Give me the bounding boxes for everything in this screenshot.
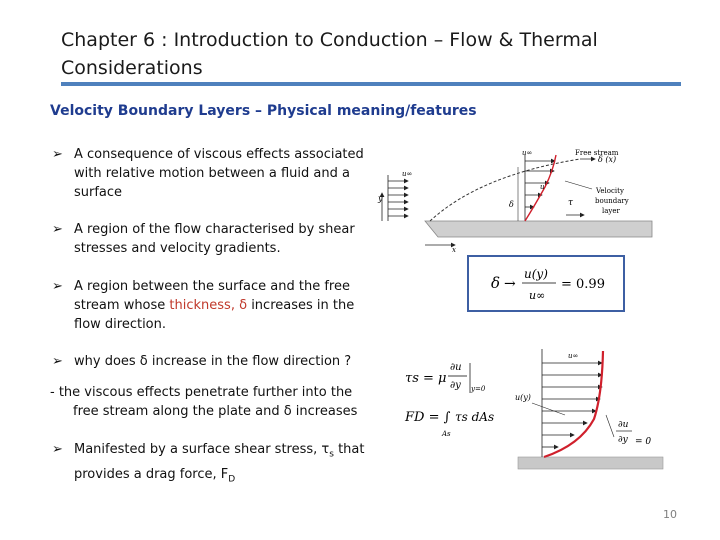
u-label: u (540, 183, 545, 191)
shear-drag-equations (400, 355, 500, 445)
tau-symbol: τ (321, 442, 330, 457)
bullet-why-question (52, 352, 367, 371)
vbl-label-2: boundary (595, 197, 629, 205)
arrow-bullet-icon: ➢ (52, 147, 63, 162)
bullet-4-text: why does δ increase in the flow direction ? (74, 354, 352, 369)
eq-arrow: → (504, 276, 516, 292)
bottom-du: ∂u (618, 420, 629, 430)
page-number: 10 (663, 508, 677, 521)
eq-at-wall: y=0 (471, 385, 486, 393)
u-inf-bottom-label: u∞ (568, 352, 579, 360)
tau-subscript: s (329, 449, 334, 460)
eq-numerator: u(y) (524, 267, 548, 281)
arrow-bullet-icon: ➢ (52, 354, 63, 369)
bullet-1-line-1: A consequence of viscous effects associated (74, 147, 364, 162)
u-inf-left-label: u∞ (402, 170, 413, 178)
bullet-thickness (52, 277, 367, 334)
inflow-arrows (388, 181, 408, 216)
delta-label: δ (509, 200, 514, 209)
eq-delta: δ (491, 274, 501, 292)
title-line-2: Considerations (61, 57, 203, 79)
title-line-1: Chapter 6 : Introduction to Conduction – Flow & Thermal (61, 29, 598, 51)
delta-definition-box (467, 255, 625, 312)
arrow-bullet-icon: ➢ (52, 222, 63, 237)
eq-du: ∂u (450, 362, 462, 373)
drag-subscript: D (228, 474, 236, 485)
eq-tau-s: τs = μ (405, 371, 447, 386)
bullet-5-line-2a: provides a drag force, F (74, 466, 229, 482)
eq-dy: ∂y (450, 380, 461, 391)
title-underline (61, 82, 681, 86)
u-y-label: u(y) (515, 393, 531, 402)
bullet-5-line-1d: that (333, 442, 365, 457)
eq-drag-lhs: FD = ∫ (405, 410, 451, 425)
x-axis-label: x (452, 246, 456, 254)
answer-line-1: - the viscous effects penetrate further into the (50, 385, 353, 400)
bullet-shear-region (52, 220, 367, 258)
eq-denominator: u∞ (529, 289, 546, 302)
y-axis-label: y (378, 194, 383, 203)
bullet-1-line-3: surface (74, 185, 123, 200)
delta-x-label: δ (x) (598, 155, 617, 164)
tau-label: τ (568, 198, 573, 208)
bullet-2-line-2: stresses and velocity gradients. (74, 241, 281, 256)
bullet-2-line-1: A region of the flow characterised by shear (74, 222, 355, 237)
bottom-condition: = 0 (635, 437, 652, 447)
delta-definition-equation (469, 257, 623, 310)
bullet-3-line-2a: stream whose (74, 298, 170, 313)
bullet-consequence (52, 145, 367, 202)
slide-title (61, 26, 681, 82)
flat-plate (425, 221, 652, 237)
wall-surface (518, 457, 663, 469)
u-inf-top-label: u∞ (522, 149, 533, 157)
wall-profile-curve (544, 351, 603, 457)
bottom-dy: ∂y (618, 435, 628, 445)
section-subtitle: Velocity Boundary Layers – Physical meaning/features (50, 103, 477, 119)
thickness-highlight: thickness, δ (169, 298, 248, 313)
vbl-label-3: layer (602, 207, 620, 215)
answer-line-2: free stream along the plate and δ increases (73, 404, 358, 419)
eq-drag-limit: As (442, 430, 451, 438)
bullet-1-line-2: with relative motion between a fluid and a (74, 166, 350, 181)
bullet-shear-stress (52, 440, 367, 489)
boundary-layer-figure (370, 145, 660, 260)
eq-drag-integrand: τs dAs (455, 410, 495, 424)
eq-rhs: = 0.99 (561, 277, 605, 292)
free-stream-label: Free stream (575, 149, 619, 157)
vbl-label-1: Velocity (596, 187, 624, 195)
boundary-layer-edge (430, 159, 580, 221)
arrow-bullet-icon: ➢ (52, 279, 63, 294)
bullet-3-line-1: A region between the surface and the free (74, 279, 350, 294)
wall-profile-arrows (542, 363, 602, 447)
bullet-3-line-3: flow direction. (74, 317, 167, 332)
bullet-3-line-2c: increases in the (247, 298, 355, 313)
wall-velocity-profile-figure (510, 345, 670, 473)
bullet-5-line-1a: Manifested by a surface shear stress, (74, 442, 322, 457)
arrow-bullet-icon: ➢ (52, 442, 63, 457)
answer-note (50, 383, 370, 421)
